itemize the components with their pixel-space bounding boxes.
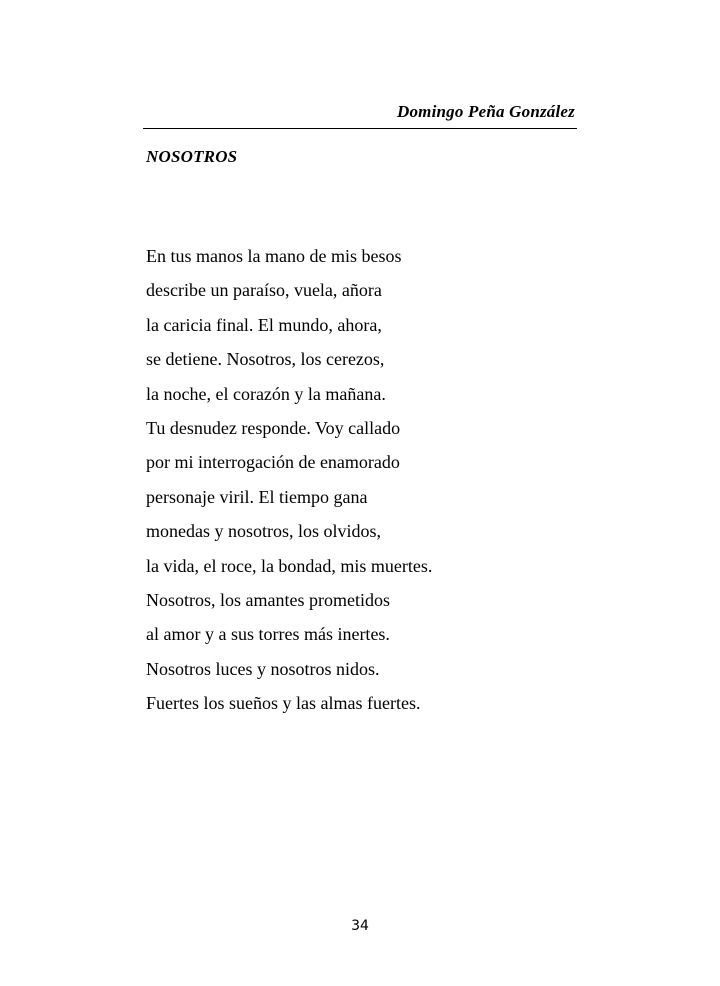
poem-line: al amor y a sus torres más inertes.	[146, 624, 390, 645]
running-header	[143, 102, 577, 129]
page-number: 34	[351, 918, 369, 934]
poem-line: la vida, el roce, la bondad, mis muertes.	[146, 555, 433, 576]
poem-line: describe un paraíso, vuela, añora	[146, 280, 382, 301]
poem-line: Nosotros, los amantes prometidos	[146, 589, 390, 610]
poem-body	[146, 244, 626, 725]
poem-title: NOSOTROS	[146, 147, 238, 166]
poem-line: la caricia final. El mundo, ahora,	[146, 314, 382, 335]
poem-line: por mi interrogación de enamorado	[146, 452, 400, 473]
poem-line: Tu desnudez responde. Voy callado	[146, 417, 401, 438]
poem-line: Fuertes los sueños y las almas fuertes.	[146, 693, 421, 714]
poem-line: En tus manos la mano de mis besos	[146, 246, 402, 266]
poem-line: monedas y nosotros, los olvidos,	[146, 521, 382, 542]
poem-line: personaje viril. El tiempo gana	[146, 486, 368, 507]
poem-line: la noche, el corazón y la mañana.	[146, 383, 386, 404]
header-author: Domingo Peña González	[397, 102, 575, 121]
poem-line: Nosotros luces y nosotros nidos.	[146, 658, 380, 679]
poem-line: se detiene. Nosotros, los cerezos,	[146, 349, 385, 370]
